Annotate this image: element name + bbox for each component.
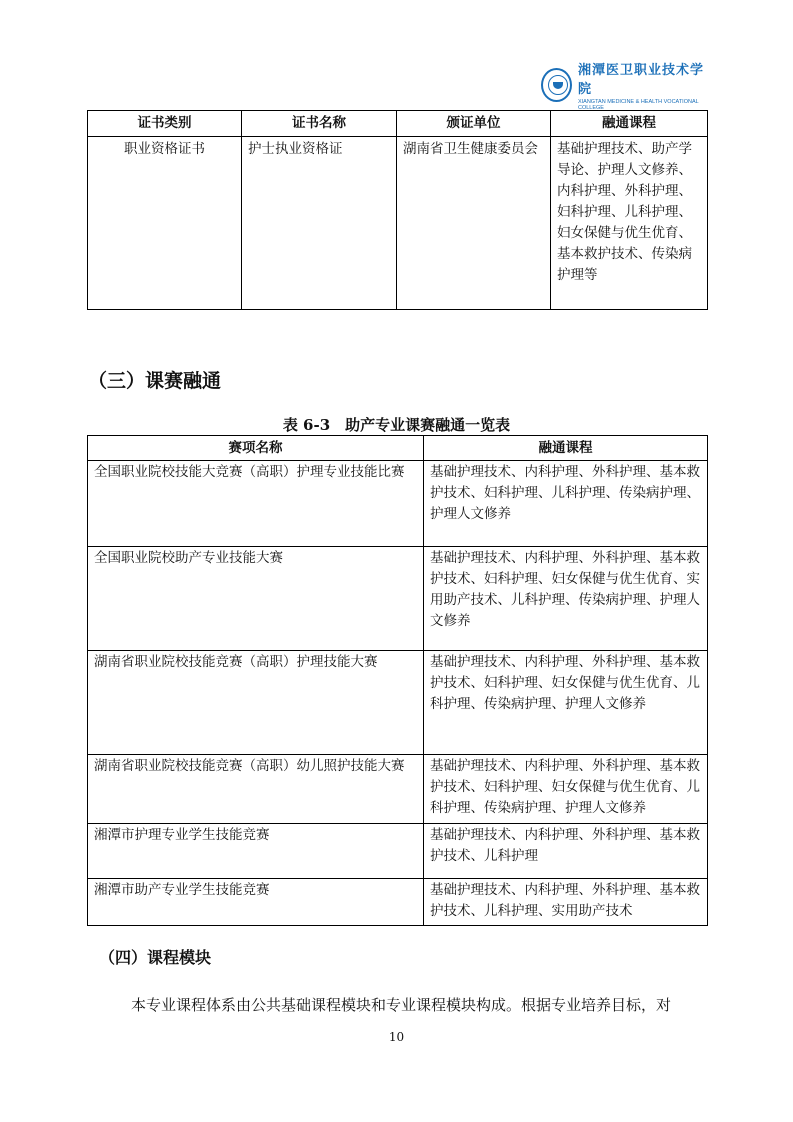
table-row xyxy=(88,824,708,879)
certificate-table xyxy=(87,110,708,310)
college-seal-icon xyxy=(541,68,572,102)
column-header: 融通课程 xyxy=(424,436,708,461)
competition-courses-cell: 基础护理技术、内科护理、外科护理、基本救护技术、儿科护理、实用助产技术 xyxy=(424,879,708,926)
competition-name-cell: 全国职业院校助产专业技能大赛 xyxy=(88,547,424,651)
competition-name-cell: 湖南省职业院校技能竞赛（高职）护理技能大赛 xyxy=(88,651,424,755)
competition-table xyxy=(87,435,708,926)
competition-courses-cell: 基础护理技术、内科护理、外科护理、基本救护技术、妇科护理、妇女保健与优生优育、实用助产技术、儿科护理、传染病护理、护理人文修养 xyxy=(424,547,708,651)
competition-courses-cell: 基础护理技术、内科护理、外科护理、基本救护技术、儿科护理 xyxy=(424,824,708,879)
page-number: 10 xyxy=(388,1030,405,1044)
column-header: 证书类别 xyxy=(88,111,242,137)
table-header-row xyxy=(88,111,708,137)
subsection-heading: （四）课程模块 xyxy=(99,948,212,967)
competition-courses-cell: 基础护理技术、内科护理、外科护理、基本救护技术、妇科护理、妇女保健与优生优育、儿科护理、传染病护理、护理人文修养 xyxy=(424,755,708,824)
section-heading: （三）课赛融通 xyxy=(88,370,222,392)
column-header: 证书名称 xyxy=(242,111,397,137)
column-header: 赛项名称 xyxy=(88,436,424,461)
table-row xyxy=(88,879,708,926)
competition-name-cell: 全国职业院校技能大竞赛（高职）护理专业技能比赛 xyxy=(88,461,424,547)
table-header-row xyxy=(88,436,708,461)
column-header: 颁证单位 xyxy=(397,111,551,137)
table-row xyxy=(88,461,708,547)
table-row xyxy=(88,137,708,310)
table-row xyxy=(88,651,708,755)
cert-issuer-cell: 湖南省卫生健康委员会 xyxy=(397,137,551,310)
cert-category-cell: 职业资格证书 xyxy=(88,137,242,310)
logo-english-name: XIANGTAN MEDICINE & HEALTH VOCATIONAL COLLEGE xyxy=(577,99,699,111)
logo-chinese-name: 湘潭医卫职业技术学院 xyxy=(577,63,704,97)
cert-courses-cell: 基础护理技术、助产学导论、护理人文修养、内科护理、外科护理、妇科护理、儿科护理、妇女保健与优生优育、基本救护技术、传染病护理等 xyxy=(551,137,708,310)
college-logo xyxy=(541,63,711,111)
table-caption: 表 6-3 助产专业课赛融通一览表 xyxy=(282,416,511,434)
competition-courses-cell: 基础护理技术、内科护理、外科护理、基本救护技术、妇科护理、儿科护理、传染病护理、护理人文修养 xyxy=(424,461,708,547)
cert-name-cell: 护士执业资格证 xyxy=(242,137,397,310)
competition-name-cell: 湘潭市护理专业学生技能竞赛 xyxy=(88,824,424,879)
column-header: 融通课程 xyxy=(551,111,708,137)
competition-courses-cell: 基础护理技术、内科护理、外科护理、基本救护技术、妇科护理、妇女保健与优生优育、儿科护理、传染病护理、护理人文修养 xyxy=(424,651,708,755)
competition-name-cell: 湖南省职业院校技能竞赛（高职）幼儿照护技能大赛 xyxy=(88,755,424,824)
table-row xyxy=(88,755,708,824)
competition-name-cell: 湘潭市助产专业学生技能竞赛 xyxy=(88,879,424,926)
body-paragraph: 本专业课程体系由公共基础课程模块和专业课程模块构成。根据专业培养目标，对 xyxy=(131,996,672,1014)
table-row xyxy=(88,547,708,651)
